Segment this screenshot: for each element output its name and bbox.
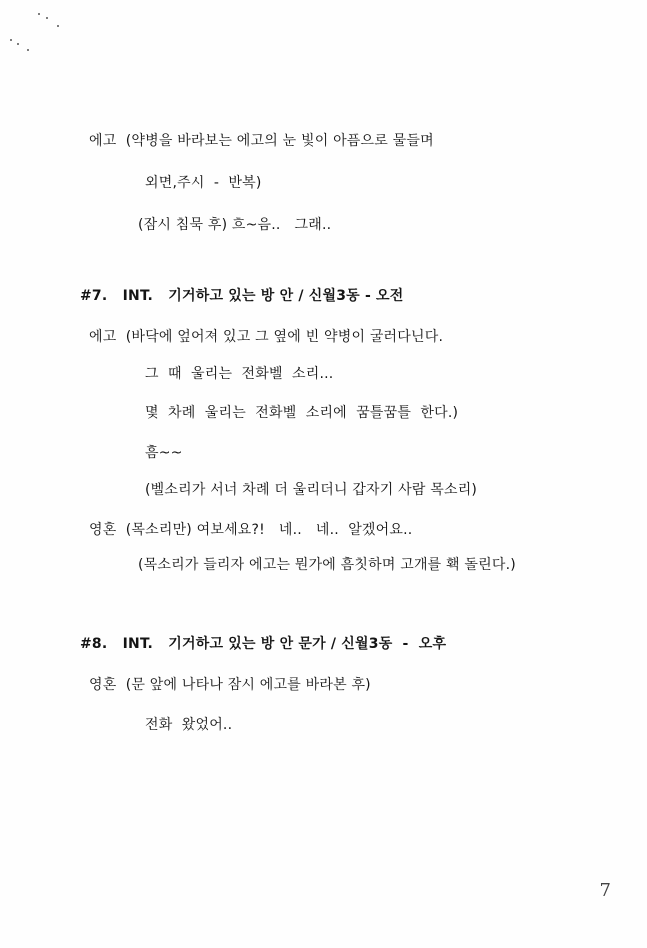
scene-heading: #7. INT. 기거하고 있는 방 안 / 신월3동 - 오전 xyxy=(80,288,404,304)
scan-speck xyxy=(38,13,40,15)
scan-speck xyxy=(27,49,29,51)
dialogue-line: 에고 (바닥에 엎어져 있고 그 옆에 빈 약병이 굴러다닌다. xyxy=(89,329,444,345)
scan-speck xyxy=(46,17,48,19)
dialogue-line: 흠~~ xyxy=(145,445,183,461)
scene-heading: #8. INT. 기거하고 있는 방 안 문가 / 신월3동 - 오후 xyxy=(80,636,447,652)
dialogue-line: (목소리가 들리자 에고는 뭔가에 흠칫하며 고개를 홱 돌린다.) xyxy=(138,557,516,573)
dialogue-line: 전화 왔었어.. xyxy=(145,717,233,733)
dialogue-line: (잠시 침묵 후) 흐~음.. 그래.. xyxy=(138,217,332,233)
scan-speck xyxy=(17,43,19,45)
dialogue-line: 영혼 (목소리만) 여보세요?! 네.. 네.. 알겠어요.. xyxy=(89,522,413,538)
dialogue-line: 에고 (약병을 바라보는 에고의 눈 빛이 아픔으로 물들며 xyxy=(89,133,434,149)
scan-speck xyxy=(57,25,59,27)
dialogue-line: (벨소리가 서너 차례 더 울리더니 갑자기 사람 목소리) xyxy=(145,482,478,498)
scan-speck xyxy=(10,39,12,41)
dialogue-line: 외면,주시 - 반복) xyxy=(145,175,262,191)
dialogue-line: 영혼 (문 앞에 나타나 잠시 에고를 바라본 후) xyxy=(89,677,371,693)
page-number: 7 xyxy=(599,880,611,901)
dialogue-line: 그 때 울리는 전화벨 소리... xyxy=(145,366,334,382)
dialogue-line: 몇 차례 울리는 전화벨 소리에 꿈틀꿈틀 한다.) xyxy=(145,405,459,421)
